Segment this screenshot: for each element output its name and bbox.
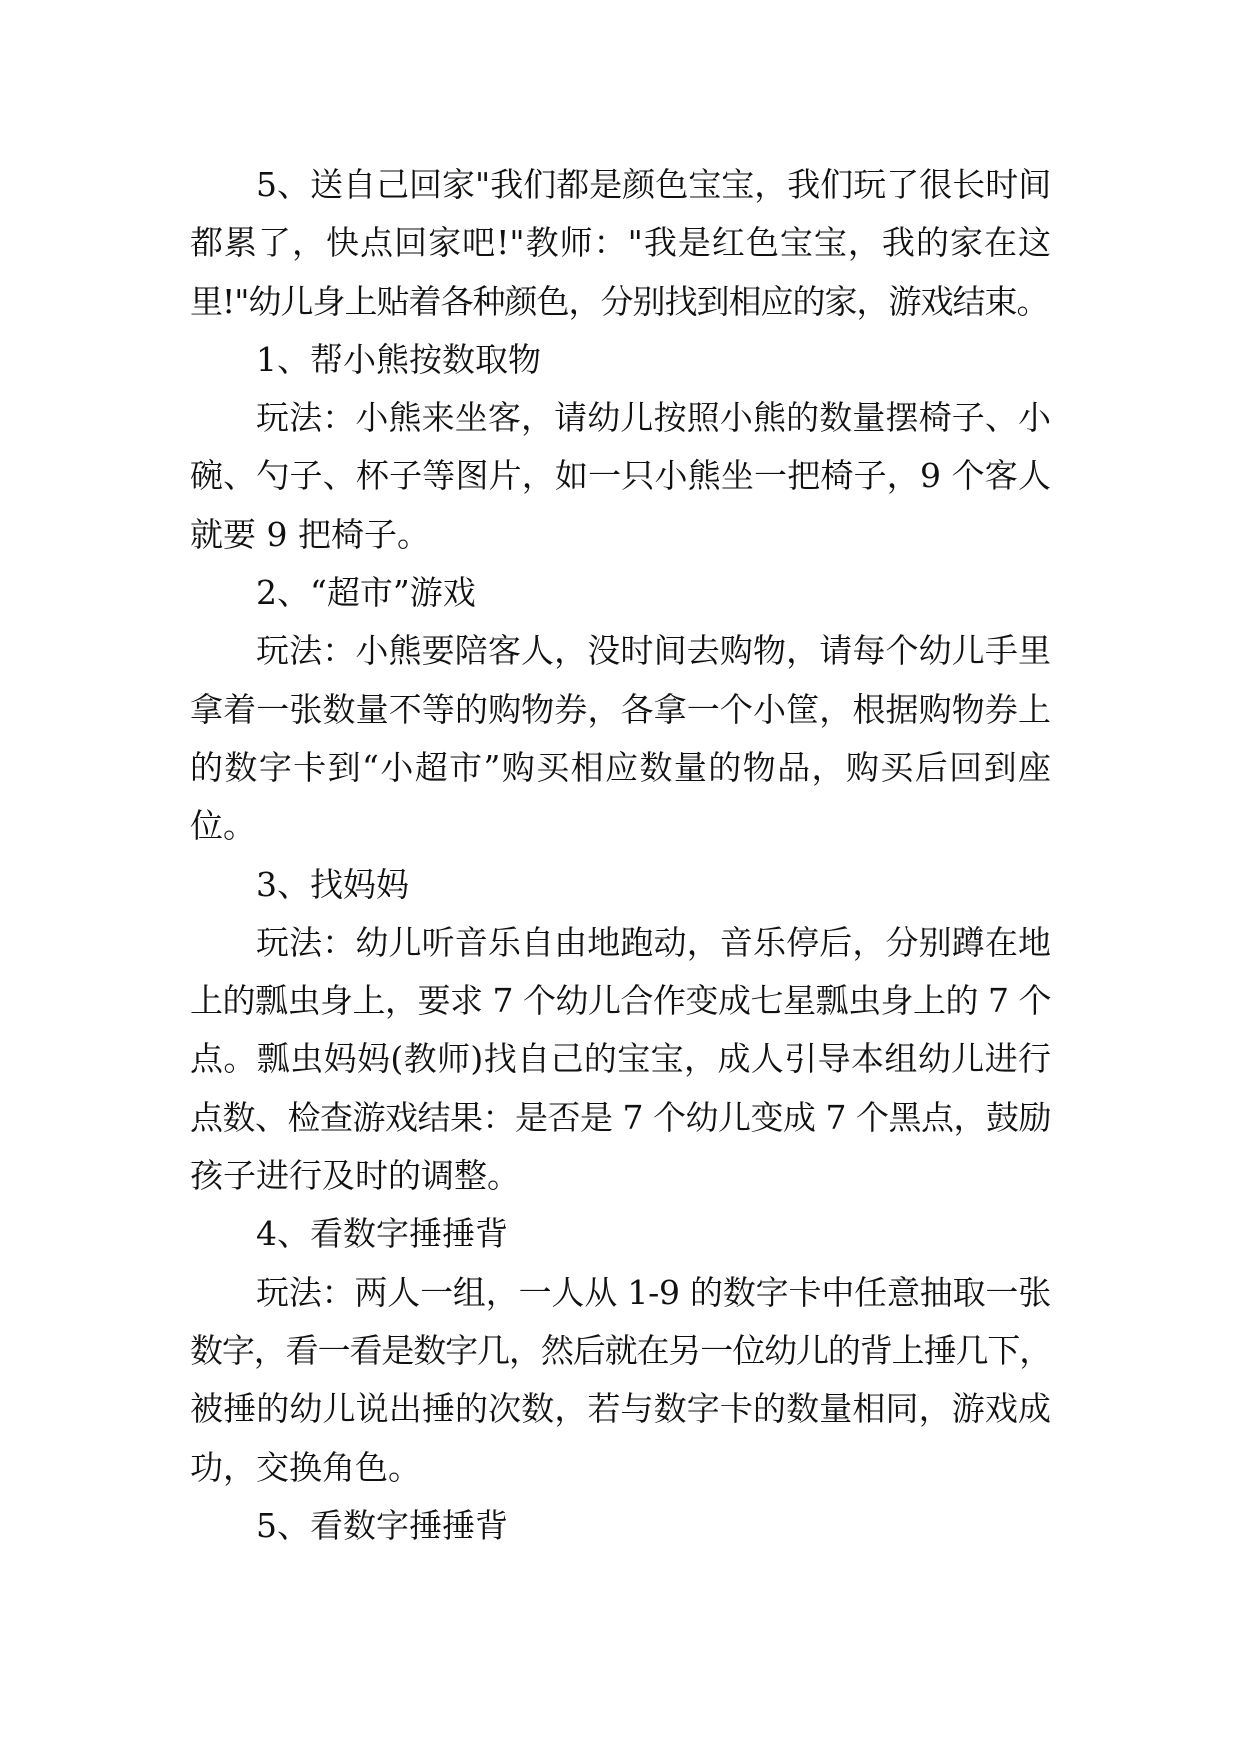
section-heading-3 bbox=[190, 856, 1051, 914]
text-line: 4、看数字捶捶背 bbox=[256, 1214, 508, 1254]
document-body bbox=[190, 156, 1051, 1555]
text-line: 就要 9 把椅子。 bbox=[190, 514, 430, 554]
text-line: 点数、检查游戏结果：是否是 7 个幼儿变成 7 个黑点，鼓励 bbox=[190, 1097, 1051, 1137]
paragraph-rules-3 bbox=[190, 914, 1051, 1205]
text-line: 5、送自己回家"我们都是颜色宝宝，我们玩了很长时间 bbox=[256, 165, 1051, 204]
text-line: 拿着一张数量不等的购物券，各拿一个小筐，根据购物券上 bbox=[190, 689, 1051, 729]
text-line: 2、“超市”游戏 bbox=[256, 573, 476, 613]
paragraph-rules-2 bbox=[190, 622, 1051, 855]
text-line: 玩法：幼儿听音乐自由地跑动，音乐停后，分别蹲在地 bbox=[256, 922, 1051, 962]
text-line: 玩法：小熊要陪客人，没时间去购物，请每个幼儿手里 bbox=[256, 631, 1051, 671]
text-line: 功，交换角色。 bbox=[190, 1447, 421, 1487]
text-line: 3、找妈妈 bbox=[256, 864, 409, 904]
section-heading-5 bbox=[190, 1497, 1051, 1555]
text-line: 数字，看一看是数字几，然后就在另一位幼儿的背上捶几下， bbox=[190, 1330, 1051, 1370]
text-line: 玩法：小熊来坐客，请幼儿按照小熊的数量摆椅子、小 bbox=[256, 398, 1051, 438]
text-line: 点。瓢虫妈妈(教师)找自己的宝宝，成人引导本组幼儿进行 bbox=[190, 1039, 1051, 1079]
text-line: 碗、勺子、杯子等图片，如一只小熊坐一把椅子，9 个客人 bbox=[190, 456, 1051, 496]
section-heading-2 bbox=[190, 564, 1051, 622]
text-line: 孩子进行及时的调整。 bbox=[190, 1156, 520, 1196]
text-line: 玩法：两人一组，一人从 1-9 的数字卡中任意抽取一张 bbox=[256, 1272, 1051, 1312]
text-line: 的数字卡到“小超市”购买相应数量的物品，购买后回到座 bbox=[190, 747, 1051, 787]
section-heading-4 bbox=[190, 1205, 1051, 1263]
text-line: 被捶的幼儿说出捶的次数，若与数字卡的数量相同，游戏成 bbox=[190, 1389, 1051, 1429]
text-line: 5、看数字捶捶背 bbox=[256, 1505, 508, 1545]
text-line: 上的瓢虫身上，要求 7 个幼儿合作变成七星瓢虫身上的 7 个 bbox=[190, 981, 1051, 1021]
text-line: 位。 bbox=[190, 806, 256, 846]
section-heading-1 bbox=[190, 331, 1051, 389]
paragraph-rules-1 bbox=[190, 389, 1051, 564]
text-line: 1、帮小熊按数取物 bbox=[256, 339, 541, 379]
text-line: 都累了，快点回家吧!"教师："我是红色宝宝，我的家在这 bbox=[190, 223, 1051, 263]
text-line: 里!"幼儿身上贴着各种颜色，分别找到相应的家，游戏结束。 bbox=[190, 281, 1049, 321]
paragraph-send-home bbox=[190, 156, 1051, 331]
paragraph-rules-4 bbox=[190, 1264, 1051, 1497]
